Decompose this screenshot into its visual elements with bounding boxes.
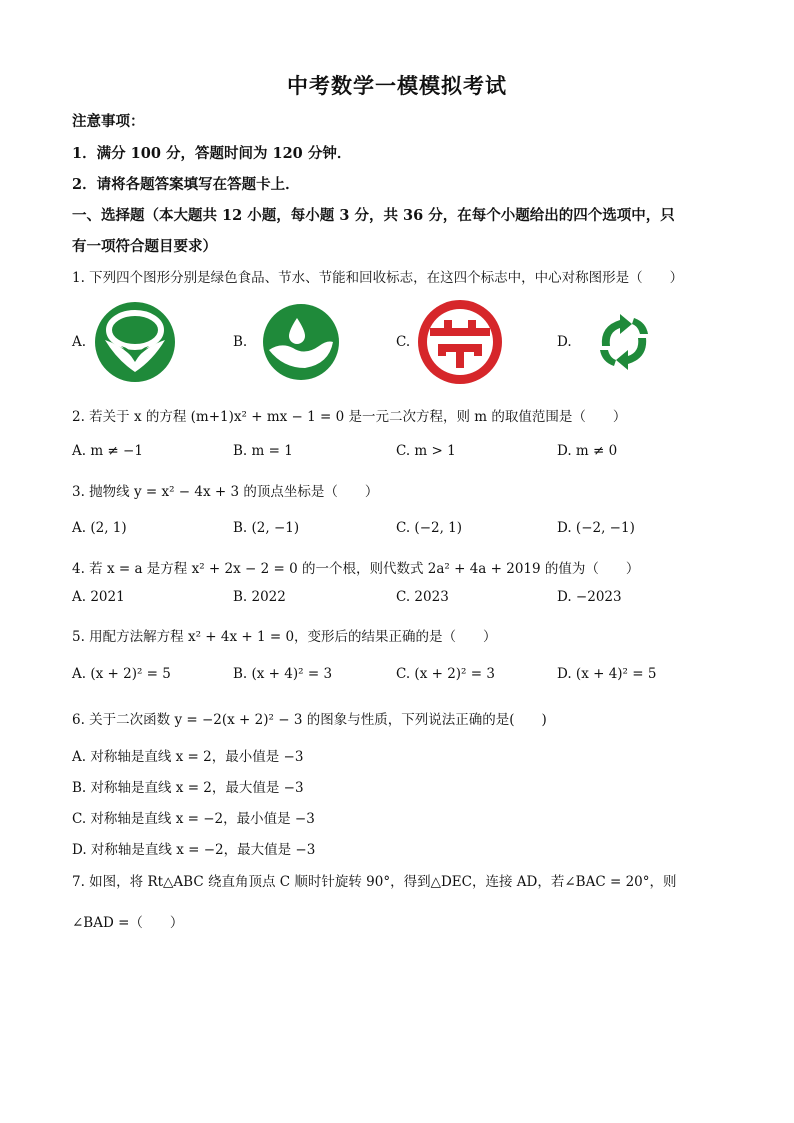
q4-option-d: D. −2023	[557, 589, 622, 605]
question-4-stem: 4. 若 x = a 是方程 x² + 2x − 2 = 0 的一个根，则代数式 2a² + 4a + 2019 的值为（ ）	[72, 561, 640, 577]
q2-option-b: B. m = 1	[233, 443, 293, 459]
notice-item-2: 2．请将各题答案填写在答题卡上．	[72, 176, 300, 193]
q5-option-a: A. (x + 2)² = 5	[72, 666, 171, 682]
q6-option-d: D. 对称轴是直线 x = −2，最大值是 −3	[72, 842, 316, 858]
water-saving-icon	[261, 302, 341, 382]
q2-option-a: A. m ≠ −1	[72, 443, 143, 459]
q1-option-b-label: B.	[233, 334, 248, 350]
q3-option-a: A. (2, 1)	[72, 520, 127, 536]
q6-option-c: C. 对称轴是直线 x = −2，最小值是 −3	[72, 811, 315, 827]
q3-option-c: C. (−2, 1)	[396, 520, 463, 536]
q5-option-b: B. (x + 4)² = 3	[233, 666, 333, 682]
question-7-stem-cont: ∠BAD =（ ）	[72, 915, 184, 931]
q1-option-d-label: D.	[557, 334, 572, 350]
q6-option-a: A. 对称轴是直线 x = 2，最小值是 −3	[72, 749, 304, 765]
question-3-stem: 3. 抛物线 y = x² − 4x + 3 的顶点坐标是（ ）	[72, 484, 379, 500]
green-food-icon	[93, 300, 177, 384]
question-7-stem: 7. 如图，将 Rt△ABC 绕直角顶点 C 顺时针旋转 90°，得到△DEC，连接 AD，若∠BAC = 20°，则	[72, 874, 677, 890]
q3-option-b: B. (2, −1)	[233, 520, 300, 536]
section-heading-cont: 有一项符合题目要求）	[72, 238, 217, 255]
question-6-stem: 6. 关于二次函数 y = −2(x + 2)² − 3 的图象与性质，下列说法正确的是( )	[72, 712, 547, 728]
question-5-stem: 5. 用配方法解方程 x² + 4x + 1 = 0，变形后的结果正确的是（ ）	[72, 629, 497, 645]
q1-option-c-label: C.	[396, 334, 411, 350]
energy-saving-icon	[416, 298, 504, 386]
section-heading: 一、选择题（本大题共 12 小题，每小题 3 分，共 36 分，在每个小题给出的四个选项中，只	[72, 207, 675, 224]
recycling-icon	[594, 312, 654, 372]
q4-option-a: A. 2021	[72, 589, 125, 605]
q5-option-c: C. (x + 2)² = 3	[396, 666, 495, 682]
q1-option-a-label: A.	[72, 334, 87, 350]
question-2-stem: 2. 若关于 x 的方程 (m+1)x² + mx − 1 = 0 是一元二次方程，则 m 的取值范围是（ ）	[72, 409, 627, 425]
q6-option-b: B. 对称轴是直线 x = 2，最大值是 −3	[72, 780, 304, 796]
q4-option-b: B. 2022	[233, 589, 286, 605]
q3-option-d: D. (−2, −1)	[557, 520, 635, 536]
q2-option-d: D. m ≠ 0	[557, 443, 618, 459]
q5-option-d: D. (x + 4)² = 5	[557, 666, 657, 682]
page-title: 中考数学一模模拟考试	[287, 73, 507, 98]
q2-option-c: C. m > 1	[396, 443, 456, 459]
question-1-stem: 1. 下列四个图形分别是绿色食品、节水、节能和回收标志，在这四个标志中，中心对称图形是（ ）	[72, 270, 684, 286]
q4-option-c: C. 2023	[396, 589, 449, 605]
notice-heading: 注意事项：	[72, 113, 145, 130]
notice-item-1: 1．满分 100 分，答题时间为 120 分钟．	[72, 145, 352, 162]
